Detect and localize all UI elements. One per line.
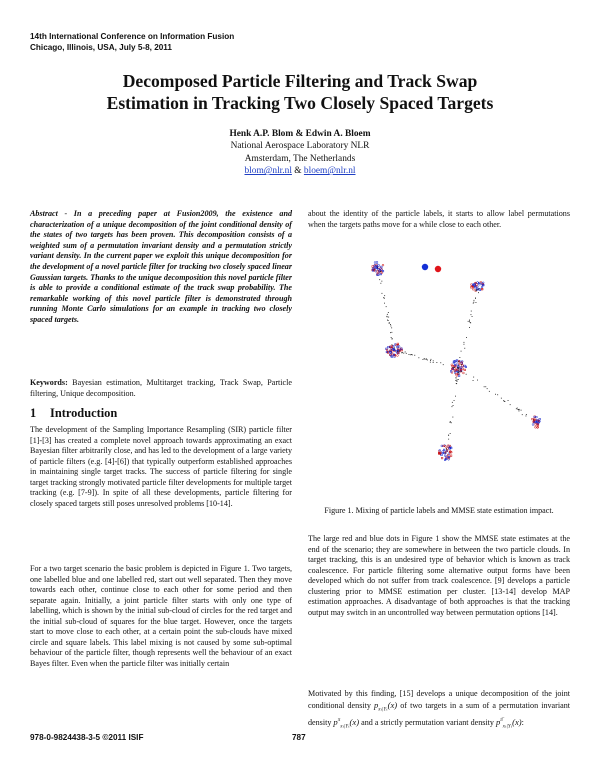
trail-dot: [427, 360, 428, 361]
trail-dot: [519, 409, 520, 410]
trail-dot: [473, 380, 474, 381]
particle-square: [391, 346, 393, 348]
trail-dot: [472, 316, 473, 317]
trail-dot: [458, 379, 459, 380]
trail-dot: [443, 364, 444, 365]
trail-dot: [389, 323, 390, 324]
particle-circle: [481, 286, 483, 288]
trail-dot: [388, 312, 389, 313]
figure-caption: Figure 1. Mixing of particle labels and MMSE state estimation impact.: [324, 506, 554, 515]
particle-square: [378, 268, 380, 270]
trail-dot: [382, 293, 383, 294]
trail-dot: [461, 351, 462, 352]
trail-dot: [391, 332, 392, 333]
section-number: 1: [30, 406, 37, 420]
particle-circle: [375, 270, 377, 272]
trail-dot: [379, 279, 380, 280]
trail-dot: [466, 374, 467, 375]
particle-square: [461, 363, 463, 365]
trail-dot: [387, 314, 388, 315]
trail-dot: [476, 302, 477, 303]
trail-dot: [384, 303, 385, 304]
section-title: Introduction: [50, 406, 118, 420]
author-names: Henk A.P. Blom & Edwin A. Bloem: [229, 129, 371, 139]
particle-circle: [382, 264, 384, 266]
trail-dot: [469, 320, 470, 321]
trail-dot: [475, 298, 476, 299]
section-heading: [30, 406, 292, 421]
trail-dot: [452, 406, 453, 407]
trail-dot: [469, 327, 470, 328]
trail-dot: [459, 357, 460, 358]
density-invariant: $p^\pi_{x_t|Y_t}(x)$: [333, 716, 360, 730]
trail-dot: [479, 288, 480, 289]
particle-square: [450, 455, 452, 457]
particle-square: [397, 343, 399, 345]
particle-square: [376, 262, 378, 264]
trail-dot: [466, 337, 467, 338]
keywords-label: Keywords:: [30, 378, 68, 387]
trail-dot: [440, 362, 441, 363]
trail-dot: [471, 314, 472, 315]
trail-dot: [380, 271, 381, 272]
trail-dot: [394, 347, 395, 348]
email-link-blom[interactable]: blom@nlr.nl: [244, 166, 292, 177]
trail-dot: [450, 433, 451, 434]
particle-cloud: [372, 262, 541, 461]
trail-dot: [510, 404, 511, 405]
trail-dot: [468, 321, 469, 322]
trail-dot: [457, 381, 458, 382]
trail-dot: [522, 414, 523, 415]
particle-circle: [477, 282, 479, 284]
trail-dot: [433, 362, 434, 363]
email-separator: &: [291, 166, 304, 177]
trail-dot: [458, 370, 459, 371]
trail-dot: [433, 360, 434, 361]
trail-dot: [418, 357, 419, 358]
trail-dot: [453, 405, 454, 406]
trail-dot: [473, 302, 474, 303]
particle-square: [475, 287, 477, 289]
trail-dot: [516, 408, 517, 409]
mmse-red-dot: [435, 266, 441, 272]
footer-isbn: 978-0-9824438-3-5 ©2011 ISIF: [30, 733, 144, 742]
particle-square: [401, 348, 403, 350]
trail-dot: [457, 367, 458, 368]
trail-dot: [452, 402, 453, 403]
particle-circle: [441, 445, 443, 447]
trail-dot: [411, 354, 412, 355]
trail-dot: [458, 372, 459, 373]
author-block: [40, 128, 560, 178]
trail-dot: [384, 295, 385, 296]
trail-dot: [459, 373, 460, 374]
trail-dot: [458, 361, 459, 362]
trail-dot: [474, 300, 475, 301]
trail-dot: [426, 359, 427, 360]
trail-dot: [526, 416, 527, 417]
particle-circle: [444, 455, 446, 457]
trail-dot: [381, 281, 382, 282]
trail-dot: [461, 371, 462, 372]
trail-dot: [456, 383, 457, 384]
conference-header: [30, 31, 234, 53]
particle-square: [532, 418, 534, 420]
particle-circle: [477, 286, 479, 288]
paper-title: [40, 70, 560, 114]
email-link-bloem[interactable]: bloem@nlr.nl: [303, 166, 356, 177]
particle-square: [443, 449, 445, 451]
trail-dot: [450, 422, 451, 423]
trail-dot: [455, 396, 456, 397]
figure-particle-clouds: [330, 240, 552, 502]
trail-dot: [453, 367, 454, 368]
trail-dot: [424, 358, 425, 359]
trail-dot: [390, 326, 391, 327]
trail-dot: [446, 449, 447, 450]
trail-dot: [484, 386, 485, 387]
trail-dot: [489, 391, 490, 392]
particle-circle: [397, 355, 399, 357]
trail-dot: [455, 380, 456, 381]
particle-square: [441, 457, 443, 459]
trail-dot: [401, 352, 402, 353]
trail-dot: [519, 411, 520, 412]
title-line-2: Estimation in Tracking Two Closely Spaced Targets: [106, 93, 494, 113]
trail-dot: [521, 410, 522, 411]
trail-dot: [405, 352, 406, 353]
particle-circle: [374, 262, 376, 264]
particle-square: [539, 418, 541, 420]
trail-dot: [450, 421, 451, 422]
trail-dot: [391, 327, 392, 328]
keywords: [30, 378, 292, 400]
particle-square: [462, 365, 464, 367]
trail-dot: [454, 367, 455, 368]
trail-dot: [430, 360, 431, 361]
particle-square: [450, 371, 452, 373]
particle-circle: [535, 426, 537, 428]
trail-dot: [430, 362, 431, 363]
trail-dot: [459, 371, 460, 372]
paragraph-3-text-a: Motivated by this finding, [15] develops a unique decomposition of the joint conditional density: [308, 689, 570, 710]
trail-dot: [388, 320, 389, 321]
abstract: Abstract - In a preceding paper at Fusion2009, the existence and characterization of a unique decomposition of the joint conditional density of the states of two targets has been proven. This decomposition consists of a weighted sum of a permutation invariant density and a permutation strictly variant density. In the current paper we exploit this unique decomposition for the development of a novel particle filter for tracking two closely spaced linear Gaussian targets. Thanks to the unique decomposition this novel particle filter is able to provide a conditional estimate of the track swap probability. The remarkable working of this novel particle filter is demonstrated through running Monte Carlo simulations for an example in tracking two closely spaced targets.: [30, 209, 292, 324]
particle-circle: [536, 416, 538, 418]
trail-dot: [445, 452, 446, 453]
trail-dot: [386, 306, 387, 307]
density-variant: $p^{\pi̅}_{x_t|Y_t}(x)$: [495, 716, 522, 730]
right-paragraph-1: about the identity of the particle labels, it starts to allow label permutations when the targets paths move for a while close to each other.: [308, 209, 570, 229]
particle-square: [442, 452, 444, 454]
trail-dot: [384, 298, 385, 299]
trail-dot: [475, 290, 476, 291]
trail-dot: [436, 362, 437, 363]
trail-dot: [412, 354, 413, 355]
trail-dot: [464, 348, 465, 349]
conference-location: Chicago, Illinois, USA, July 5-8, 2011: [30, 43, 172, 52]
particle-square: [450, 447, 452, 449]
particle-circle: [472, 288, 474, 290]
mmse-blue-dot: [422, 264, 428, 270]
trail-dot: [383, 297, 384, 298]
trail-dot: [464, 342, 465, 343]
trail-dot: [473, 377, 474, 378]
trail-dot: [457, 380, 458, 381]
trail-dot: [402, 352, 403, 353]
right-paragraph-3: Motivated by this finding, [15] develops a unique decomposition of the joint conditional density $p_{x_t|Y_t}(x)$ of two targets in a sum of a permutation invariant density $p^\pi_{x_t|Y_t}(x)$ and a strictly permutation variant density $p^{\pi̅}_{x_t|Y_t}(x)$:: [308, 689, 570, 730]
author-city: Amsterdam, The Netherlands: [244, 153, 356, 164]
particle-circle: [454, 372, 456, 374]
conference-name: 14th International Conference on Information Fusion: [30, 32, 235, 41]
particle-square: [447, 448, 449, 450]
trail-dot: [471, 311, 472, 312]
trail-dot: [425, 359, 426, 360]
trail-dot: [533, 420, 534, 421]
trail-dot: [448, 439, 449, 440]
trail-dot: [501, 398, 502, 399]
page-number: 787: [292, 733, 306, 742]
trail-dot: [461, 364, 462, 365]
particle-square: [382, 270, 384, 272]
title-line-1: Decomposed Particle Filtering and Track Swap: [122, 71, 478, 91]
particle-square: [464, 365, 466, 367]
particle-circle: [470, 284, 472, 286]
trail-dot: [403, 353, 404, 354]
trail-dot: [410, 354, 411, 355]
trail-dot: [423, 359, 424, 360]
particle-circle: [439, 449, 441, 451]
particle-square: [456, 373, 458, 375]
trail-dot: [414, 355, 415, 356]
particle-circle: [532, 424, 534, 426]
trail-dot: [399, 351, 400, 352]
particle-square: [380, 273, 382, 275]
particle-circle: [463, 372, 465, 374]
trail-dot: [390, 332, 391, 333]
trail-dot: [448, 435, 449, 436]
particle-square: [378, 265, 380, 267]
trail-dot: [495, 394, 496, 395]
trail-dot: [477, 289, 478, 290]
trail-dot: [470, 322, 471, 323]
trail-dot: [446, 448, 447, 449]
trail-dot: [526, 414, 527, 415]
trail-dot: [517, 408, 518, 409]
author-emails: [40, 165, 560, 177]
trail-dot: [431, 359, 432, 360]
trail-dot: [456, 377, 457, 378]
trail-dot: [504, 401, 505, 402]
particle-square: [381, 269, 383, 271]
trail-dot: [387, 316, 388, 317]
trail-dot: [458, 367, 459, 368]
trail-dot: [459, 365, 460, 366]
particle-square: [476, 284, 478, 286]
trail-dot: [409, 354, 410, 355]
trail-dot: [380, 283, 381, 284]
right-paragraph-2: The large red and blue dots in Figure 1 show the MMSE state estimates at the end of the scenario; they are somewhere in between the two particle clouds. In target tracking, this is an undesired type of behavior which is known as track coalescence. For particle filtering some alternative output forms have been developed which do not suffer from track coalescence. [9] develops a particle clustering prior to MMSE estimation per cluster. [13-14] develop MAP estimation approaches. A disadvantage of both approaches is that the tracking output may switch in an uncontrolled way between permutation options [14].: [308, 534, 570, 617]
trail-dot: [497, 394, 498, 395]
trail-dot: [377, 267, 378, 268]
trail-dot: [388, 317, 389, 318]
paragraph-3-text-c: and a strictly permutation variant density: [361, 717, 496, 727]
particle-square: [464, 369, 466, 371]
author-affiliation: National Aerospace Laboratory NLR: [230, 141, 370, 152]
trail-dot: [478, 292, 479, 293]
trail-dot: [508, 400, 509, 401]
trail-dot: [487, 388, 488, 389]
trail-dot: [518, 409, 519, 410]
trail-dot: [397, 351, 398, 352]
density-joint: $p_{x_t|Y_t}(x)$: [373, 699, 398, 713]
particle-square: [372, 266, 374, 268]
keywords-text: Bayesian estimation, Multitarget tracking, Track Swap, Particle filtering, Unique decomposition.: [30, 378, 292, 398]
trail-dot: [406, 353, 407, 354]
particle-square: [441, 454, 443, 456]
trail-dot: [473, 303, 474, 304]
trail-dot: [477, 380, 478, 381]
trail-dot: [390, 324, 391, 325]
trail-dot: [451, 422, 452, 423]
intro-paragraph-1: The development of the Sampling Importance Resampling (SIR) particle filter [1]-[3] has created a complete novel approach towards approximating an exact Bayesian filter arbitrarily close, and has led to the development of a large variety of particle filters (e.g. [4]-[6]) that typically outperform established approaches in maintaining single target tracks. The success of particle filtering for single target tracking strongly motivated particle filter developments for multiple target tracking (e.g. [7-9]). In spite of all these developments, particle filtering for closely spaced targets still poses unresolved problems [10-14].: [30, 425, 292, 508]
trail-dot: [464, 344, 465, 345]
trail-dot: [392, 339, 393, 340]
trail-dot: [452, 417, 453, 418]
intro-paragraph-2: For a two target scenario the basic problem is depicted in Figure 1. Two targets, one labelled blue and one labelled red, start out well separated. Then they move towards each other, continue close to each other for some period and then separate again. Initially, a joint particle filter starts with only one type of labelling, which is shown by the initial sub-cloud of circles for the red target and the initial sub-cloud of squares for the blue target. However, once the targets start to move close to each other, at a certain point the sub-clouds have mixed circle and square labels. This label mixing is not caused by some sub-optimal behaviour of the particle filter, though represents well the behaviour of an exact Bayes filter. Even when the particle filter was initially certain: [30, 564, 292, 668]
trail-dot: [392, 344, 393, 345]
trail-dot: [454, 400, 455, 401]
paragraph-3-text-b: of two targets in a sum of a permutation invariant density: [308, 700, 570, 727]
trail-dot: [469, 321, 470, 322]
trail-dot: [391, 337, 392, 338]
particle-square: [458, 375, 460, 377]
trail-dot: [485, 386, 486, 387]
